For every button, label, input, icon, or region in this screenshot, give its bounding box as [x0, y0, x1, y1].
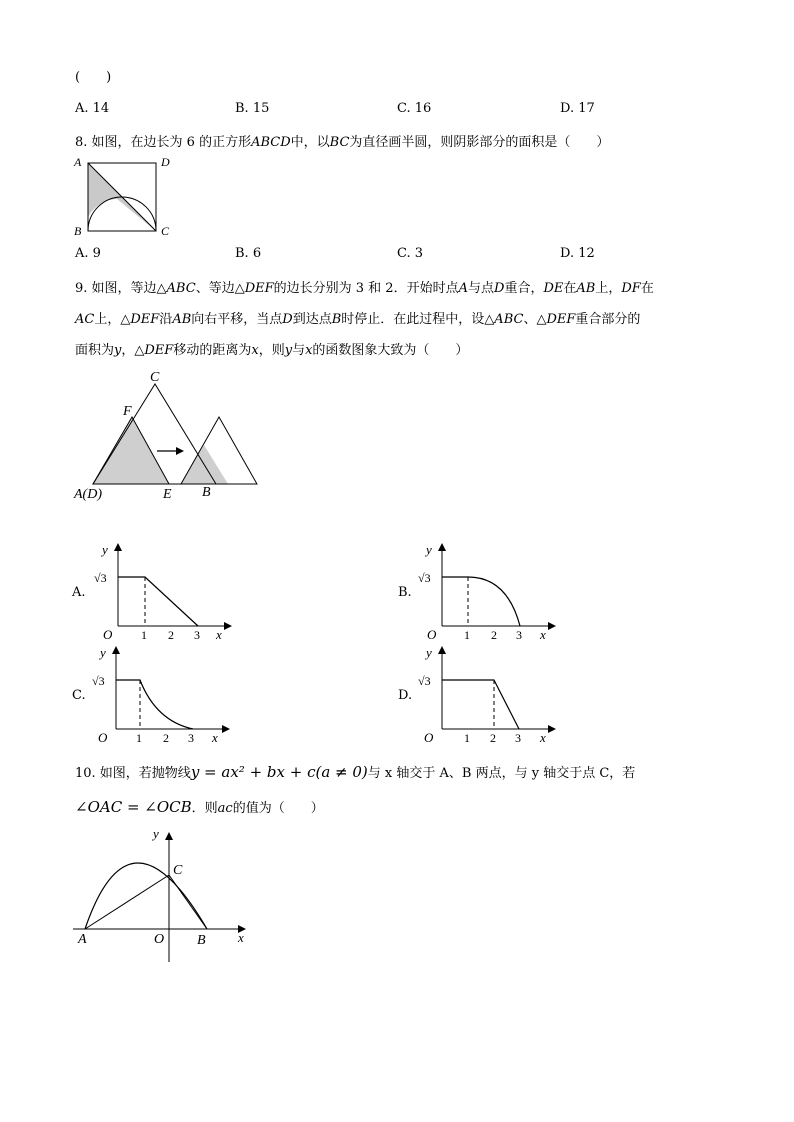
q8-label-a: A [74, 155, 82, 169]
tick-1: 1 [464, 628, 470, 642]
q7-option-a[interactable]: A. 14 [75, 101, 110, 116]
sqrt3-label: √3 [418, 674, 431, 688]
q7-option-d[interactable]: D. 17 [560, 101, 595, 116]
q9-option-a-label[interactable]: A. [72, 585, 86, 600]
q9-option-c-label[interactable]: C. [72, 688, 86, 703]
tick-2: 2 [491, 628, 497, 642]
q7-option-c[interactable]: C. 16 [397, 101, 432, 116]
sqrt3-label: √3 [418, 571, 431, 585]
q10-angle-equation: ∠OAC = ∠OCB [75, 798, 192, 816]
tick-3: 3 [188, 731, 194, 745]
x-label: x [540, 627, 546, 642]
x-label: x [212, 730, 218, 745]
y-label: y [426, 645, 432, 660]
sqrt3-label: √3 [94, 571, 107, 585]
origin-label: O [424, 730, 434, 745]
q8-label-b: B [74, 224, 82, 238]
y-arrow-icon [438, 646, 446, 654]
x-arrow-icon [222, 725, 230, 733]
q8-option-c[interactable]: C. 3 [397, 246, 424, 261]
q8-option-a[interactable]: A. 9 [75, 246, 101, 261]
tick-3: 3 [194, 628, 200, 642]
q9-label-c: C [150, 370, 160, 385]
x-arrow-icon [224, 622, 232, 630]
y-label: y [102, 542, 108, 557]
q10-stem-line1: 10. 如图，若抛物线y = ax² + bx + c(a ≠ 0)与 x 轴交于 A、B 两点，与 y 轴交于点 C，若 [75, 763, 636, 781]
label-b: B [197, 933, 206, 948]
q7-option-b[interactable]: B. 15 [235, 101, 270, 116]
x-label: x [540, 730, 546, 745]
q9-option-b-graph[interactable] [412, 538, 562, 642]
q9-stem-line2: AC上，△DEF沿AB向右平移，当点D到达点B时停止．在此过程中，设△ABC、△DEF重合部分的 [75, 312, 641, 327]
parabola-curve [85, 863, 207, 929]
origin-label: O [103, 627, 113, 642]
q9-label-f: F [123, 404, 132, 419]
segment-ac [85, 875, 169, 929]
function-curve [442, 680, 519, 729]
y-label: y [153, 826, 159, 841]
tick-1: 1 [141, 628, 147, 642]
q8-label-c: C [161, 224, 170, 238]
q9-label-ad: A(D) [74, 487, 102, 502]
q9-triangle-figure [70, 365, 270, 505]
q8-stem: 8. 如图，在边长为 6 的正方形ABCD中，以BC为直径画半圆，则阴影部分的面积是（ ） [75, 135, 610, 150]
y-arrow-icon [165, 832, 173, 840]
tick-3: 3 [515, 731, 521, 745]
y-label: y [426, 542, 432, 557]
origin-label: O [98, 730, 108, 745]
label-a: A [78, 932, 87, 947]
function-curve [116, 680, 193, 729]
label-o: O [154, 932, 165, 947]
tick-3: 3 [516, 628, 522, 642]
x-label: x [238, 930, 244, 945]
label-c: C [173, 863, 183, 878]
y-arrow-icon [114, 543, 122, 551]
q9-stem-line1: 9. 如图，等边△ABC、等边△DEF的边长分别为 3 和 2．开始时点A与点D重合，DE在AB上，DF在 [75, 281, 654, 296]
q9-label-b: B [202, 485, 211, 500]
q10-formula: y = ax² + bx + c(a ≠ 0) [190, 763, 368, 781]
tick-1: 1 [464, 731, 470, 745]
function-curve [118, 577, 198, 626]
tick-2: 2 [490, 731, 496, 745]
q9-option-a-graph[interactable] [88, 538, 238, 642]
segment-cb [169, 875, 207, 929]
q8-option-d[interactable]: D. 12 [560, 246, 595, 261]
q9-arrowhead-icon [176, 447, 184, 455]
q10-parabola-figure [70, 822, 260, 967]
q9-option-d-graph[interactable] [412, 641, 562, 745]
x-label: x [216, 627, 222, 642]
y-arrow-icon [438, 543, 446, 551]
tick-2: 2 [168, 628, 174, 642]
q9-stem-line3: 面积为y，△DEF移动的距离为x，则y与x的函数图象大致为（ ） [75, 343, 469, 358]
q8-option-b[interactable]: B. 6 [235, 246, 262, 261]
tick-2: 2 [163, 731, 169, 745]
q9-option-b-label[interactable]: B. [398, 585, 412, 600]
x-arrow-icon [548, 622, 556, 630]
x-arrow-icon [548, 725, 556, 733]
q7-paren: ( ) [75, 70, 112, 85]
q9-option-d-label[interactable]: D. [398, 688, 413, 703]
q8-label-d: D [161, 155, 170, 169]
sqrt3-label: √3 [92, 674, 105, 688]
y-arrow-icon [112, 646, 120, 654]
function-curve [442, 577, 520, 626]
y-label: y [100, 645, 106, 660]
q9-option-c-graph[interactable] [86, 641, 236, 745]
tick-1: 1 [136, 731, 142, 745]
q9-label-e: E [163, 487, 172, 502]
q8-figure [70, 155, 185, 240]
origin-label: O [427, 627, 437, 642]
q10-stem-line2: ∠OAC = ∠OCB．则ac的值为（ ） [75, 798, 324, 816]
